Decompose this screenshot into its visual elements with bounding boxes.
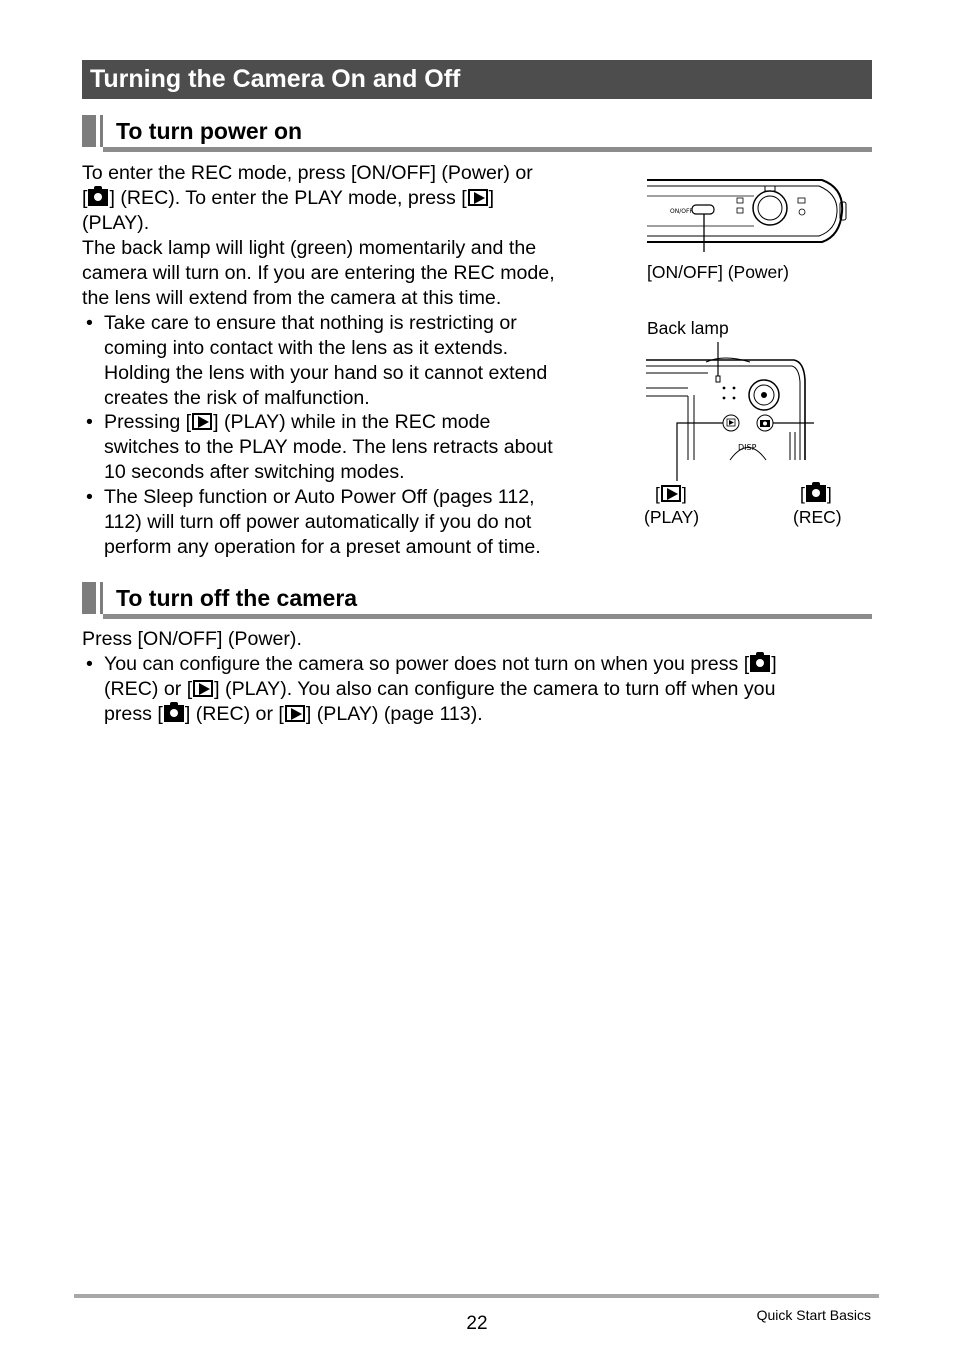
footer-divider: [74, 1294, 879, 1298]
bullet-lens: • Take care to ensure that nothing is restricting or coming into contact with the lens as it extends. Holding the lens with your hand so it cannot extend creates the risk of malfunction.: [86, 312, 548, 409]
camera-icon: [806, 485, 826, 502]
disp-text: DISP: [738, 443, 757, 452]
section-heading-power-on: [82, 115, 872, 153]
section-heading-text: To turn power on: [116, 118, 303, 144]
play-icon: [285, 705, 305, 722]
camera-top-diagram: [644, 172, 854, 252]
onoff-text: ON/OFF: [670, 208, 693, 215]
footer-section: Quick Start Basics: [756, 1307, 871, 1323]
section-heading-text: To turn off the camera: [116, 585, 358, 611]
bullet-play: • Pressing [ ] (PLAY) while in the REC mode switches to the PLAY mode. The lens retracts about 10 seconds after switching modes.: [86, 411, 553, 483]
rec-button-label: [ ]: [800, 484, 832, 504]
page-title: Turning the Camera On and Off: [82, 60, 872, 99]
rec-label: (REC): [793, 507, 842, 527]
play-button-label: [ ]: [655, 484, 687, 504]
intro-paragraph: To enter the REC mode, press [ON/OFF] (Power) or [ ] (REC). To enter the PLAY mode, press [ ] (PLAY).: [82, 162, 533, 234]
play-icon: [468, 189, 488, 206]
play-label: (PLAY): [644, 507, 700, 527]
power-label: [ON/OFF] (Power): [647, 262, 789, 282]
camera-back-diagram: [644, 340, 814, 485]
lamp-paragraph: The back lamp will light (green) momentarily and the camera will turn on. If you are entering the REC mode, the lens will extend from the camera at this time.: [82, 237, 555, 309]
back-lamp-label: Back lamp: [647, 318, 729, 338]
power-off-paragraph: Press [ON/OFF] (Power).: [82, 628, 302, 650]
play-icon: [192, 413, 212, 430]
section-heading-power-off: [82, 582, 872, 620]
bullet-sleep: • The Sleep function or Auto Power Off (pages 112, 112) will turn off power automatically if you do not perform any operation for a preset amount of time.: [86, 486, 541, 558]
play-icon: [193, 680, 213, 697]
camera-icon: [750, 655, 770, 672]
bullet-configure: • You can configure the camera so power does not turn on when you press [ ] (REC) or [ ] (PLAY). You also can configure the camera to turn off when you press [ ] (REC) or [ ] (PLAY) (page 113).: [86, 653, 777, 725]
camera-icon: [88, 189, 108, 206]
page-number: 22: [466, 1313, 488, 1334]
play-icon: [661, 485, 681, 502]
camera-icon: [164, 705, 184, 722]
